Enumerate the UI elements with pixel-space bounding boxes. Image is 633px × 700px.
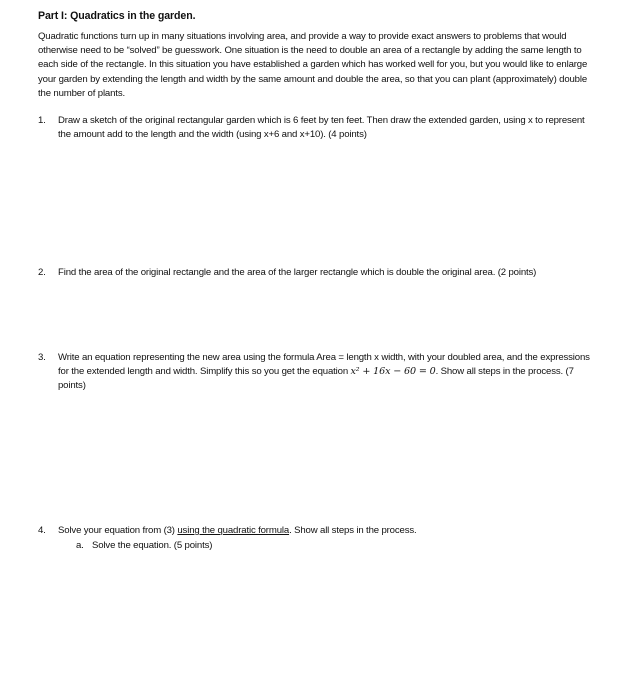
question-3 bbox=[38, 351, 598, 394]
question-1 bbox=[38, 114, 598, 142]
underlined-method-text: using the quadratic formula bbox=[177, 525, 290, 536]
question-text-before: Write an equation representing the new area using the formula Area = length x width, with your doubled area, and the expressions for the extended length and width. Simplify this so you get the equation bbox=[58, 352, 590, 378]
subitem-letter: a. bbox=[76, 540, 84, 551]
question-number: 2. bbox=[38, 267, 46, 278]
question-text bbox=[58, 524, 598, 538]
section-title: Part I: Quadratics in the garden. bbox=[38, 10, 196, 22]
question-4 bbox=[38, 524, 598, 538]
equation: x² + 16x − 60 = 0 bbox=[350, 366, 436, 378]
question-text-after: . Show all steps in the process. bbox=[289, 525, 417, 536]
question-number: 3. bbox=[38, 352, 46, 363]
question-4a bbox=[76, 539, 212, 553]
question-2 bbox=[38, 266, 598, 280]
question-text: Draw a sketch of the original rectangular garden which is 6 feet by ten feet. Then draw the extended garden, using x to represent the amount add to the length and the width (using x+6 and x+10). (4 points) bbox=[58, 115, 585, 141]
subitem-text: Solve the equation. (5 points) bbox=[92, 540, 213, 551]
intro-paragraph: Quadratic functions turn up in many situations involving area, and provide a way to provide exact answers to problems that would otherwise need to be “solved” be guesswork. One situation is the need to double an area of a rectangle by adding the same length to each side of the rectangle. In this situation you have established a garden which has worked well for you, but you would like to enlarge your garden by extending the length and width by the same amount and double the area, so that you can plant (approximately) double the number of plants. bbox=[38, 31, 588, 99]
question-text-before: Solve your equation from (3) bbox=[58, 525, 178, 536]
question-text bbox=[58, 351, 598, 394]
question-number: 1. bbox=[38, 115, 46, 126]
question-text-after: . Show all steps in the process. (7 points) bbox=[58, 366, 574, 392]
question-number: 4. bbox=[38, 525, 46, 536]
question-text: Find the area of the original rectangle and the area of the larger rectangle which is double the original area. (2 points) bbox=[58, 267, 537, 278]
